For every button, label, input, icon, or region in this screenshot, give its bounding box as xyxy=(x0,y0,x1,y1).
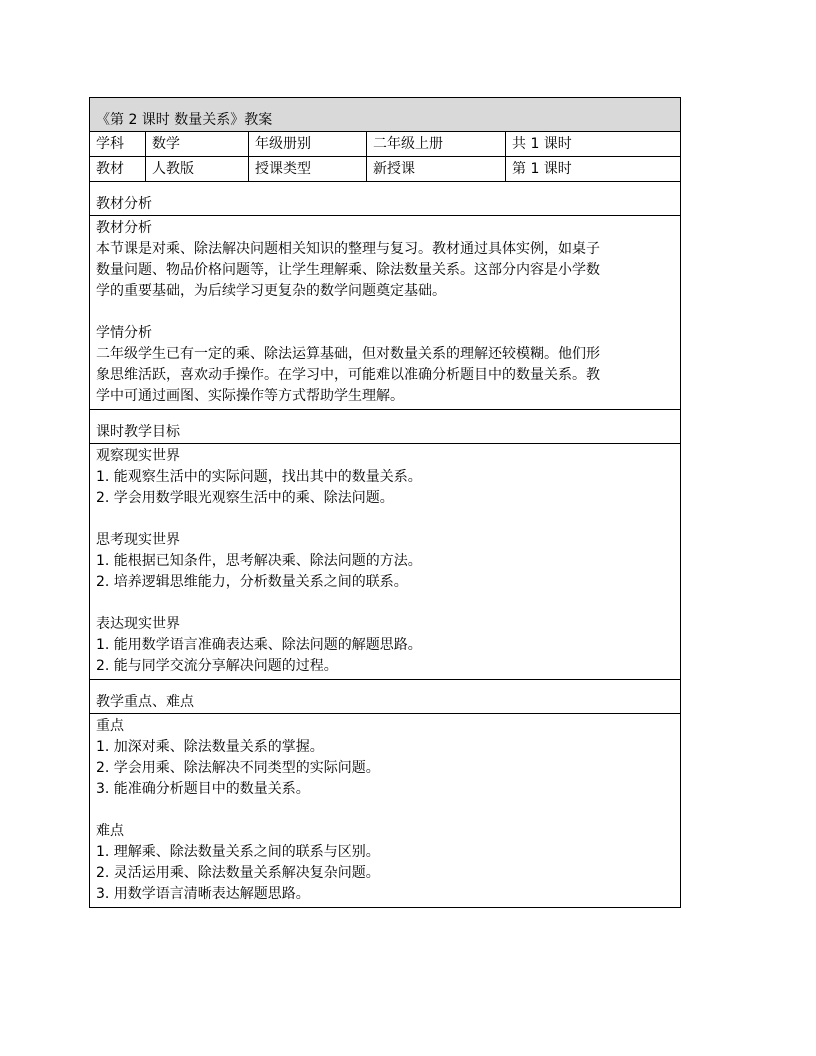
info-row-1 xyxy=(90,132,681,157)
keypoints-heading-row xyxy=(90,680,681,714)
current-period: 第 1 课时 xyxy=(506,157,681,182)
goals-block xyxy=(90,444,681,680)
subject-label: 学科 xyxy=(90,132,146,157)
list-item: 2. 学会用乘、除法解决不同类型的实际问题。 xyxy=(96,760,380,776)
grade-value: 二年级上册 xyxy=(367,132,506,157)
list-item: 1. 能观察生活中的实际问题，找出其中的数量关系。 xyxy=(96,469,422,485)
info-row-2 xyxy=(90,157,681,182)
grade-label: 年级册别 xyxy=(249,132,367,157)
textbook-analysis-title: 教材分析 xyxy=(96,220,152,236)
section-heading-goals: 课时教学目标 xyxy=(90,410,681,444)
lesson-plan-table xyxy=(89,97,681,908)
subject-value: 数学 xyxy=(146,132,249,157)
goals-heading-row xyxy=(90,410,681,444)
textbook-label: 教材 xyxy=(90,157,146,182)
list-item: 1. 能用数学语言准确表达乘、除法问题的解题思路。 xyxy=(96,637,422,653)
textbook-analysis-line: 数量问题、物品价格问题等，让学生理解乘、除法数量关系。这部分内容是小学数 xyxy=(96,262,600,278)
textbook-value: 人教版 xyxy=(146,157,249,182)
key-points-title: 重点 xyxy=(96,718,124,734)
goal-think-title: 思考现实世界 xyxy=(96,532,180,548)
list-item: 1. 能根据已知条件，思考解决乘、除法问题的方法。 xyxy=(96,553,422,569)
list-item: 1. 理解乘、除法数量关系之间的联系与区别。 xyxy=(96,844,380,860)
section-heading-keypoints: 教学重点、难点 xyxy=(90,680,681,714)
list-item: 3. 用数学语言清晰表达解题思路。 xyxy=(96,886,310,902)
student-analysis-title: 学情分析 xyxy=(96,325,152,341)
lesson-type-label: 授课类型 xyxy=(249,157,367,182)
list-item: 2. 学会用数学眼光观察生活中的乘、除法问题。 xyxy=(96,490,394,506)
student-analysis-line: 学中可通过画图、实际操作等方式帮助学生理解。 xyxy=(96,388,404,404)
list-item: 2. 能与同学交流分享解决问题的过程。 xyxy=(96,658,338,674)
student-analysis-line: 二年级学生已有一定的乘、除法运算基础，但对数量关系的理解还较模糊。他们形 xyxy=(96,346,600,362)
keypoints-block xyxy=(90,714,681,908)
goal-observe-title: 观察现实世界 xyxy=(96,448,180,464)
list-item: 2. 培养逻辑思维能力，分析数量关系之间的联系。 xyxy=(96,574,408,590)
textbook-analysis-line: 学的重要基础，为后续学习更复杂的数学问题奠定基础。 xyxy=(96,283,446,299)
analysis-block xyxy=(90,216,681,410)
lesson-type-value: 新授课 xyxy=(367,157,506,182)
lesson-plan-sheet xyxy=(89,97,680,908)
analysis-heading-row xyxy=(90,182,681,216)
document-title: 《第 2 课时 数量关系》教案 xyxy=(90,98,681,132)
list-item: 3. 能准确分析题目中的数量关系。 xyxy=(96,781,310,797)
textbook-analysis-line: 本节课是对乘、除法解决问题相关知识的整理与复习。教材通过具体实例，如桌子 xyxy=(96,241,600,257)
list-item: 1. 加深对乘、除法数量关系的掌握。 xyxy=(96,739,324,755)
total-periods: 共 1 课时 xyxy=(506,132,681,157)
difficult-points-title: 难点 xyxy=(96,823,124,839)
student-analysis-line: 象思维活跃，喜欢动手操作。在学习中，可能难以准确分析题目中的数量关系。教 xyxy=(96,367,600,383)
goal-express-title: 表达现实世界 xyxy=(96,616,180,632)
section-heading-analysis: 教材分析 xyxy=(90,182,681,216)
list-item: 2. 灵活运用乘、除法数量关系解决复杂问题。 xyxy=(96,865,380,881)
